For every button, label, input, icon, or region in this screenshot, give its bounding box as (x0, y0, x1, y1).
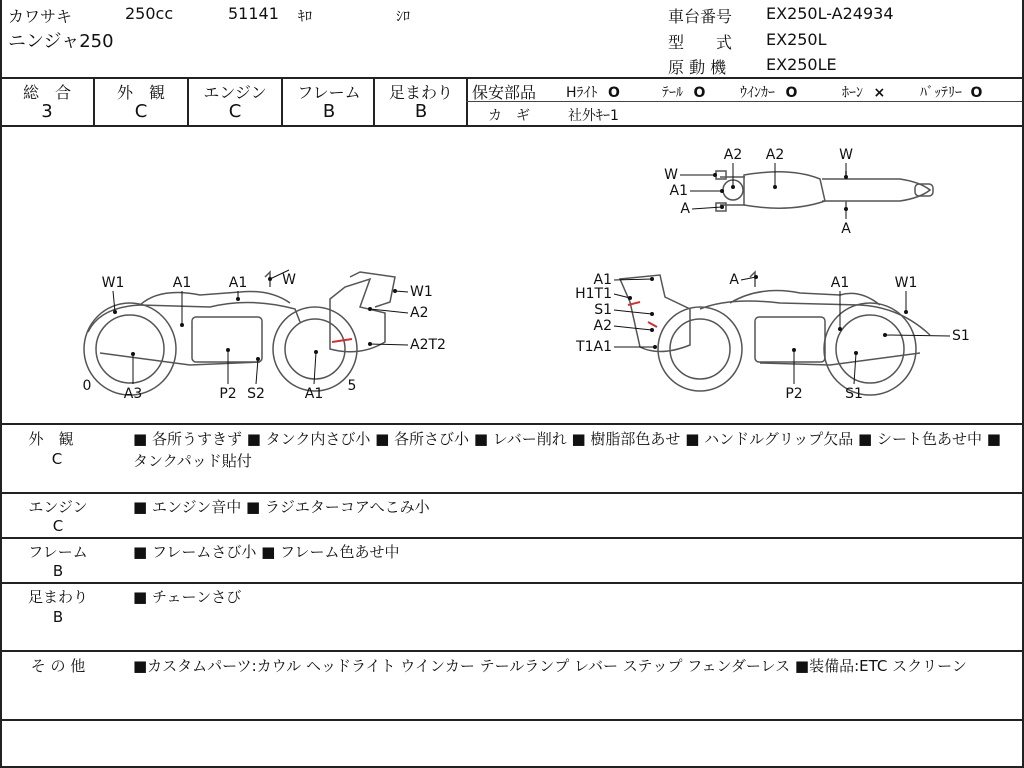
safety-item-name: ｳｲﾝｶｰ (740, 85, 775, 101)
damage-point-dot (731, 185, 735, 189)
damage-point-dot (883, 333, 887, 337)
damage-mark-label: S1 (845, 386, 863, 402)
damage-point-dot (628, 296, 632, 300)
damage-mark-label: W1 (410, 284, 433, 300)
damage-point-dot (226, 348, 230, 352)
frame-no-label: 車台番号 (668, 7, 733, 26)
damage-mark-label: A2 (410, 305, 429, 321)
damage-point-dot (650, 312, 654, 316)
grade-value-exterior: C (134, 101, 148, 122)
damage-mark-label: A1 (593, 272, 612, 288)
damage-point-dot (650, 328, 654, 332)
damage-point-dot (393, 289, 397, 293)
damage-mark-label: A2 (593, 318, 612, 334)
marks-right (575, 272, 970, 402)
damage-point-dot (256, 357, 260, 361)
section-notes-engine: ■ エンジン音中 ■ ラジエターコアへこみ小 (133, 498, 430, 516)
safety-item-horn (842, 82, 885, 102)
damage-mark-label: A1 (228, 275, 248, 291)
damage-point-dot (653, 345, 657, 349)
marks-top (664, 147, 853, 237)
section-grade-engine: C (52, 517, 64, 535)
safety-item-battery (920, 82, 982, 102)
section-label-suspension: 足まわり (27, 588, 88, 606)
damage-point-dot (754, 275, 758, 279)
frame-no: EX250L-A24934 (766, 4, 894, 23)
maker: カワサキ (8, 7, 73, 26)
safety-item-name: Hﾗｲﾄ (566, 85, 598, 101)
damage-mark-label: A1 (304, 386, 324, 402)
damage-point-dot (844, 175, 848, 179)
grade-label-frame: フレーム (297, 83, 361, 102)
damage-point-dot (268, 277, 272, 281)
damage-point-dot (131, 352, 135, 356)
damage-mark-label: A (680, 201, 690, 217)
grade-value-overall: 3 (41, 101, 53, 122)
damage-mark-label: S2 (247, 386, 265, 402)
damage-point-dot (904, 310, 908, 314)
damage-mark-label: A1 (172, 275, 192, 291)
section-label-frame: フレーム (28, 543, 88, 561)
damage-point-dot (236, 297, 240, 301)
grade-value-frame: B (322, 101, 336, 122)
model-name: ニンジャ250 (8, 31, 114, 52)
damage-mark-label: A1 (830, 275, 850, 291)
safety-item-winker (740, 82, 797, 102)
damage-mark-label: W (664, 167, 678, 183)
safety-label: 保安部品 (472, 83, 537, 102)
damage-mark-label: A1 (669, 183, 688, 199)
damage-mark-label: W1 (894, 275, 918, 291)
damage-mark-label: A (841, 221, 851, 237)
damage-point-dot (650, 277, 654, 281)
key-value: 社外ｷｰ1 (568, 108, 619, 124)
damage-mark-label: A3 (123, 386, 143, 402)
section-notes-other: ■カスタムパーツ:カウル ヘッドライト ウインカー テールランプ レバー ステップ フェンダーレス ■装備品:ETC スクリーン (133, 657, 967, 675)
safety-item-name: ﾊﾞｯﾃﾘｰ (920, 85, 962, 101)
mileage-unit: ｷﾛ (298, 9, 312, 25)
section-label-exterior: 外 観 (28, 430, 74, 448)
damage-mark-label: T1A1 (576, 339, 612, 355)
section-notes-exterior: ■ 各所うすきず ■ タンク内さび小 ■ 各所さび小 ■ レバー削れ ■ 樹脂部色あせ ■ ハンドルグリップ欠品 ■ シート色あせ中 ■ タンクパッド貼付 (133, 430, 1001, 470)
type-label: 型 式 (668, 33, 733, 52)
damage-mark-label: A2T2 (410, 337, 446, 353)
grade-label-suspension: 足まわり (388, 83, 453, 102)
section-label-engine: エンジン (28, 498, 88, 516)
damage-point-dot (713, 173, 717, 177)
leader-line (370, 344, 408, 345)
damage-point-dot (720, 205, 724, 209)
damage-point-dot (720, 189, 724, 193)
section-grade-suspension: B (52, 608, 64, 626)
safety-item-mark: O (785, 85, 798, 101)
damage-mark-label: W (282, 272, 296, 288)
leader-line (741, 277, 756, 280)
safety-item-mark: × (873, 85, 886, 101)
section-label-other: そ の 他 (30, 657, 86, 675)
damage-point-dot (314, 350, 318, 354)
leader-line (692, 207, 722, 209)
section-grade-frame: B (52, 562, 64, 580)
damage-mark-label: 5 (347, 378, 357, 394)
grade-label-engine: エンジン (203, 83, 267, 102)
leader-line (885, 335, 950, 336)
safety-item-taillight (662, 82, 705, 102)
displacement: 250cc (125, 4, 174, 23)
grade-label-overall: 総 合 (22, 83, 71, 102)
grade-value-suspension: B (414, 101, 428, 122)
damage-mark-label: S1 (952, 328, 970, 344)
leader-line (113, 291, 115, 312)
damage-point-dot (844, 207, 848, 211)
right-side-bike-icon (620, 272, 930, 395)
engine-label: 原 動 機 (668, 58, 727, 77)
type-value: EX250L (766, 30, 827, 49)
body-color: ｼﾛ (396, 9, 410, 25)
damage-mark-label: S1 (594, 302, 612, 318)
damage-mark-label: A2 (723, 147, 743, 163)
damage-mark-label: P2 (219, 386, 237, 402)
damage-diagram (0, 127, 1024, 422)
top-view-bike-icon (716, 171, 933, 211)
damage-point-dot (838, 327, 842, 331)
damage-mark-label: A2 (765, 147, 785, 163)
damage-mark-label: H1T1 (575, 286, 612, 302)
section-notes-frame: ■ フレームさび小 ■ フレーム色あせ中 (133, 543, 400, 561)
key-label: カ ギ (488, 108, 530, 124)
damage-point-dot (368, 342, 372, 346)
damage-point-dot (113, 310, 117, 314)
damage-point-dot (854, 351, 858, 355)
grade-label-exterior: 外 観 (116, 83, 165, 102)
section-notes-suspension: ■ チェーンさび (133, 588, 242, 606)
damage-point-dot (792, 348, 796, 352)
section-grade-exterior: C (51, 450, 63, 468)
leader-line (614, 326, 652, 330)
damage-mark-label: W (839, 147, 853, 163)
damage-mark-label: 0 (82, 378, 92, 394)
damage-point-dot (773, 185, 777, 189)
safety-item-name: ﾃｰﾙ (662, 85, 683, 101)
damage-mark-label: W1 (101, 275, 125, 291)
safety-item-name: ﾎｰﾝ (842, 85, 863, 101)
mileage: 51141 (228, 4, 279, 23)
safety-item-mark: O (607, 85, 620, 101)
damage-mark-label: A (729, 272, 739, 288)
grade-value-engine: C (228, 101, 242, 122)
damage-point-dot (180, 323, 184, 327)
safety-item-headlight (566, 82, 620, 102)
damage-mark-label: P2 (785, 386, 803, 402)
safety-item-mark: O (693, 85, 706, 101)
safety-item-mark: O (970, 85, 983, 101)
damage-point-dot (368, 307, 372, 311)
engine-value: EX250LE (766, 55, 837, 74)
